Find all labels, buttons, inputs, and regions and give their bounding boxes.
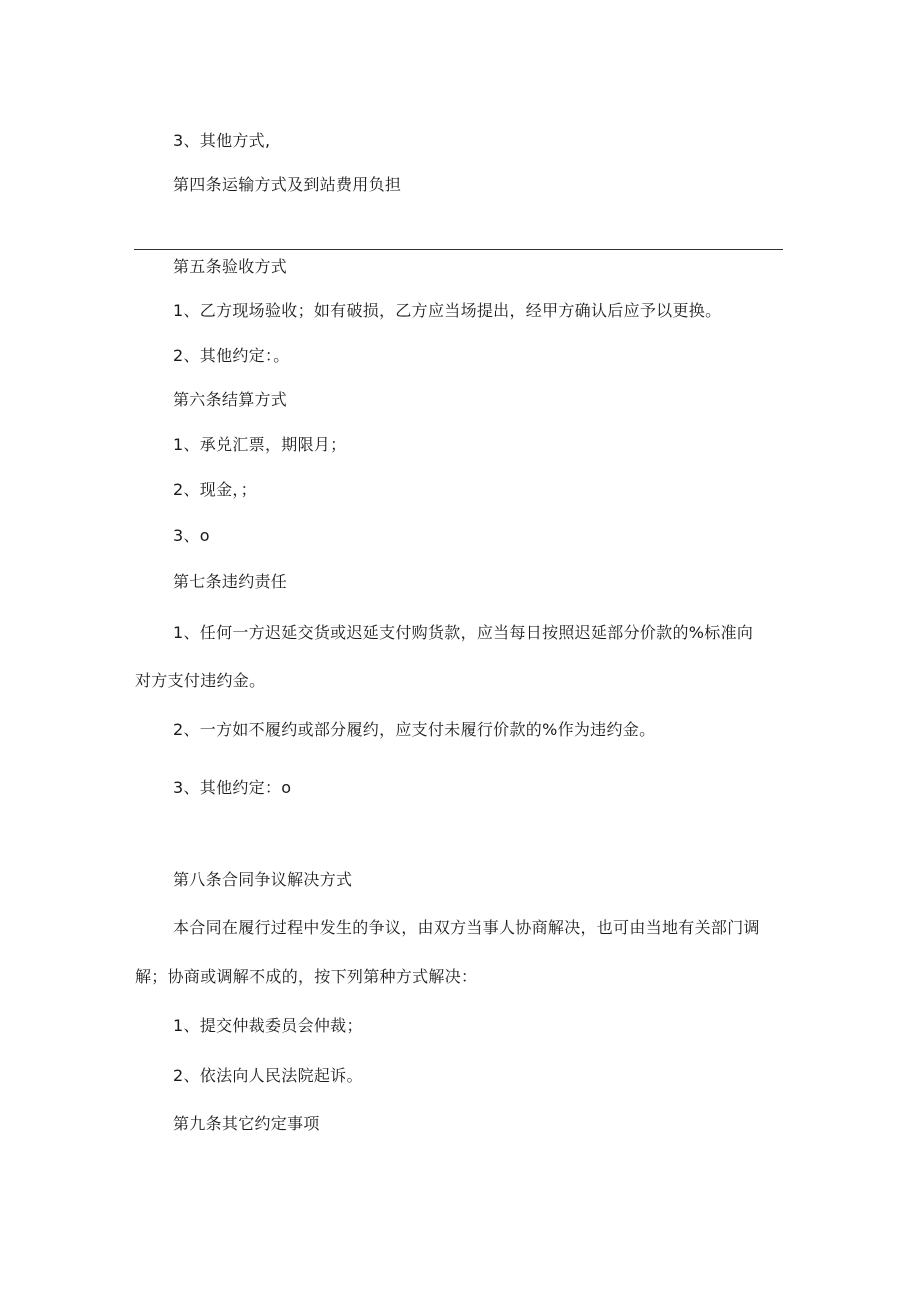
page-divider [134,249,783,250]
article-7-heading: 第七条违约责任 [173,572,288,591]
article-7-item-1-continued: 对方支付违约金。 [135,671,266,690]
article-7-item-2: 2、一方如不履约或部分履约，应支付未履行价款的%作为违约金。 [173,720,656,739]
article-8-item-2: 2、依法向人民法院起诉。 [173,1066,363,1085]
article-6-heading: 第六条结算方式 [173,390,288,409]
article-6-item-3: 3、o [173,526,210,545]
article-8-item-1: 1、提交仲裁委员会仲裁； [173,1016,363,1035]
article-8-paragraph-continued: 解；协商或调解不成的，按下列第种方式解决： [135,967,478,986]
article-5-item-2: 2、其他约定：。 [173,346,290,365]
article-4-heading: 第四条运输方式及到站费用负担 [173,175,402,194]
article-6-item-1: 1、承兑汇票，期限月； [173,435,347,454]
article-6-item-2: 2、现金，； [173,480,257,499]
clause-3-other-methods: 3、其他方式, [173,131,271,150]
article-8-heading: 第八条合同争议解决方式 [173,870,353,889]
article-7-item-1: 1、任何一方迟延交货或迟延支付购货款，应当每日按照迟延部分价款的%标准向 [173,623,754,642]
article-7-item-3: 3、其他约定：o [173,778,292,797]
article-8-paragraph: 本合同在履行过程中发生的争议，由双方当事人协商解决，也可由当地有关部门调 [173,918,760,937]
article-9-heading: 第九条其它约定事项 [173,1114,320,1133]
article-5-item-1: 1、乙方现场验收；如有破损，乙方应当场提出，经甲方确认后应予以更换。 [173,301,722,320]
article-5-heading: 第五条验收方式 [173,257,288,276]
